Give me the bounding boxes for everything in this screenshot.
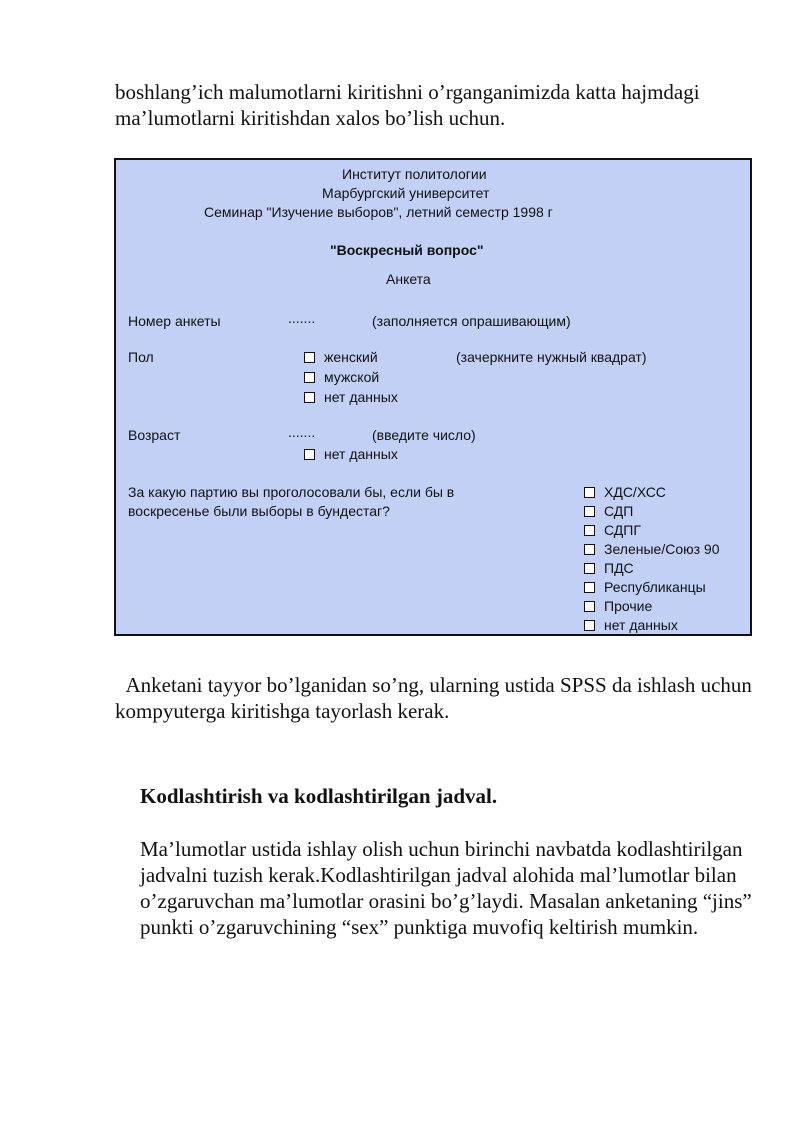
middle-paragraph-text: Anketani tayyor bo’lganidan so’ng, ularning ustida SPSS da ishlash uchun kompyuterga kiritishga tayorlash kerak. [115,673,752,723]
party-option[interactable] [584,503,633,519]
intro-paragraph: boshlang’ich malumotlarni kiritishni o’rganganimizda katta hajmdagi ma’lumotlarni kiritishdan xalos bo’lish uchun. [115,80,700,130]
form-subtitle: Анкета [386,271,431,287]
age-dots: ....... [288,424,316,440]
option-label: ПДС [604,560,634,576]
party-option[interactable] [584,598,652,614]
sex-option-female[interactable] [304,349,378,365]
form-institute: Институт политологии [342,166,487,182]
age-note: (введите число) [372,427,476,443]
checkbox-icon [584,582,595,593]
questionnaire-number-note: (заполняется опрашивающим) [372,313,571,329]
body-paragraph: Ma’lumotlar ustida ishlay olish uchun birinchi navbatda kodlashtirilgan jadvalni tuzish kerak.Kodlashtirilgan jadval alohida mal’lumotlar bilan o’zgaruvchan ma’lumotlar orasini bo’g’laydi. Masalan anketaning “jins” punkti o’zgaruvchining “sex” punktiga muvofiq keltirish mumkin. [140,837,752,939]
checkbox-icon [584,544,595,555]
form-seminar: Семинар "Изучение выборов", летний семестр 1998 г [204,204,553,220]
checkbox-icon [304,392,315,403]
age-option-no-data[interactable] [304,446,398,462]
option-label: женский [324,349,378,365]
party-option[interactable] [584,579,706,595]
checkbox-icon [584,563,595,574]
option-label: нет данных [604,617,678,633]
sex-note: (зачеркните нужный квадрат) [456,349,647,365]
option-label: нет данных [324,389,398,405]
form-university: Марбургский университет [322,185,490,201]
questionnaire-number-label: Номер анкеты [128,313,221,329]
middle-paragraph [115,672,755,724]
party-question-line-2: воскресенье были выборы в бундестаг? [128,503,390,519]
sex-label: Пол [128,349,154,365]
checkbox-icon [584,601,595,612]
questionnaire-number-dots: ....... [288,310,316,326]
party-option[interactable] [584,541,719,557]
party-option[interactable] [584,522,641,538]
option-label: СДП [604,503,634,519]
checkbox-icon [304,449,315,460]
questionnaire-figure [114,158,752,636]
checkbox-icon [304,372,315,383]
party-option[interactable] [584,560,634,576]
party-question-line-1: За какую партию вы проголосовали бы, если бы в [128,484,455,500]
checkbox-icon [584,506,595,517]
checkbox-icon [584,620,595,631]
checkbox-icon [304,352,315,363]
sex-option-male[interactable] [304,369,379,385]
option-label: нет данных [324,446,398,462]
checkbox-icon [584,487,595,498]
party-option[interactable] [584,484,666,500]
option-label: Республиканцы [604,579,706,595]
party-option[interactable] [584,617,678,633]
option-label: СДПГ [604,522,641,538]
sex-option-no-data[interactable] [304,389,398,405]
checkbox-icon [584,525,595,536]
option-label: мужской [324,369,380,385]
option-label: ХДС/ХСС [604,484,666,500]
section-heading: Kodlashtirish va kodlashtirilgan jadval. [140,784,498,808]
age-label: Возраст [128,427,181,443]
option-label: Зеленые/Союз 90 [604,541,720,557]
form-title: "Воскресный вопрос" [330,242,484,258]
option-label: Прочие [604,598,653,614]
